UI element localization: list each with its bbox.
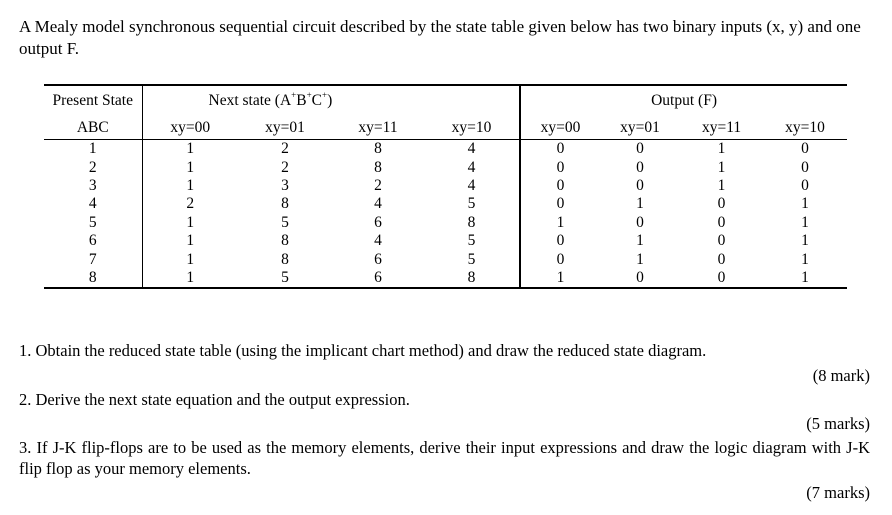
output-cell: 0: [556, 140, 565, 158]
output-cell: 0: [600, 269, 680, 288]
output-cell: 0: [556, 176, 565, 194]
output-cell: 0: [556, 158, 565, 176]
present-state-cell: 4: [44, 195, 142, 213]
next-state-header: Next state (A+B+C+): [142, 85, 520, 116]
next-state-cell: 4: [424, 140, 520, 159]
ns-col-header: xy=01: [238, 116, 332, 140]
present-state-header: Present State: [44, 85, 142, 116]
output-cell: 1: [717, 176, 726, 194]
out-col-header: xy=10: [763, 116, 847, 140]
output-cell: 0: [636, 140, 644, 158]
output-cell: 1: [801, 250, 809, 268]
output-cell: 0: [717, 232, 726, 250]
next-state-cell: 4: [374, 232, 382, 250]
output-cell: 0: [636, 213, 644, 231]
question-1: 1. Obtain the reduced state table (using the implicant chart method) and draw the reduced state diagram.: [19, 341, 707, 360]
next-state-cell: 8: [424, 269, 520, 288]
present-state-cell: 8: [44, 269, 142, 288]
present-state-cell: 2: [44, 158, 142, 176]
output-cell: 0: [801, 176, 809, 194]
output-cell: 0: [556, 195, 565, 213]
next-state-cell: 1: [186, 158, 195, 176]
output-header: Output (F): [520, 85, 847, 116]
next-state-cell: 2: [374, 176, 382, 194]
output-cell: 1: [801, 232, 809, 250]
state-table: [44, 84, 847, 289]
output-cell: 0: [801, 140, 809, 158]
next-state-cell: 8: [281, 232, 289, 250]
table-row: [44, 195, 847, 213]
next-state-cell: 2: [281, 140, 289, 158]
next-state-cell: 4: [374, 195, 382, 213]
next-state-cell: 8: [374, 158, 382, 176]
next-state-cell: 5: [424, 250, 520, 268]
table-row: [44, 232, 847, 250]
table-row: [44, 214, 847, 232]
question-2-marks: (5 marks): [806, 414, 870, 433]
ns-col-header: xy=10: [424, 116, 520, 140]
table-row: [44, 269, 847, 288]
abc-header: ABC: [44, 116, 142, 140]
question-1-marks: (8 mark): [812, 366, 870, 385]
output-cell: 1: [801, 195, 809, 213]
ns-col-header: xy=11: [332, 116, 424, 140]
next-state-cell: 2: [281, 158, 289, 176]
present-state-cell: 5: [44, 214, 142, 232]
present-state-cell: 1: [44, 140, 142, 159]
output-cell: 1: [801, 213, 809, 231]
question-2: 2. Derive the next state equation and the output expression.: [19, 390, 410, 409]
next-state-cell: 1: [142, 269, 238, 288]
next-state-cell: 2: [186, 195, 195, 213]
output-cell: 1: [717, 140, 726, 158]
output-cell: 0: [636, 176, 644, 194]
table-row: [44, 158, 847, 176]
output-cell: 0: [717, 250, 726, 268]
next-state-cell: 1: [186, 176, 195, 194]
next-state-cell: 1: [186, 250, 195, 268]
out-col-header: xy=01: [600, 116, 680, 140]
output-cell: 1: [636, 195, 644, 213]
output-cell: 0: [556, 232, 565, 250]
next-state-cell: 1: [186, 140, 195, 158]
state-table-body: [44, 140, 847, 289]
next-state-cell: 1: [186, 232, 195, 250]
next-state-cell: 5: [281, 213, 289, 231]
output-cell: 0: [717, 195, 726, 213]
next-state-cell: 4: [424, 158, 520, 176]
next-state-cell: 5: [424, 232, 520, 250]
next-state-cell: 5: [238, 269, 332, 288]
present-state-cell: 6: [44, 232, 142, 250]
next-state-cell: 8: [424, 214, 520, 232]
next-state-cell: 6: [332, 269, 424, 288]
output-cell: 0: [801, 158, 809, 176]
next-state-cell: 8: [374, 140, 382, 158]
output-cell: 1: [556, 213, 565, 231]
next-state-cell: 8: [281, 250, 289, 268]
output-cell: 1: [520, 269, 600, 288]
output-cell: 0: [680, 269, 763, 288]
output-cell: 1: [636, 250, 644, 268]
next-state-cell: 3: [281, 176, 289, 194]
next-state-cell: 1: [186, 213, 195, 231]
ns-col-header: xy=00: [142, 116, 238, 140]
output-cell: 0: [636, 158, 644, 176]
next-state-cell: 6: [374, 250, 382, 268]
table-row: [44, 177, 847, 195]
table-row: [44, 250, 847, 268]
output-cell: 0: [717, 213, 726, 231]
next-state-cell: 8: [281, 195, 289, 213]
intro-paragraph: A Mealy model synchronous sequential circuit described by the state table given below has two binary inputs (x, y) and one output F.: [19, 17, 861, 58]
table-row: [44, 140, 847, 159]
out-col-header: xy=00: [520, 116, 600, 140]
output-cell: 0: [556, 250, 565, 268]
present-state-cell: 3: [44, 177, 142, 195]
present-state-cell: 7: [44, 250, 142, 268]
question-3-marks: (7 marks): [806, 483, 870, 502]
next-state-cell: 5: [424, 195, 520, 213]
out-col-header: xy=11: [680, 116, 763, 140]
question-3: 3. If J-K flip-flops are to be used as the memory elements, derive their input expressions and draw the logic diagram with J-K flip flop as your memory elements.: [19, 438, 870, 478]
next-state-cell: 4: [424, 177, 520, 195]
next-state-cell: 6: [374, 213, 382, 231]
output-cell: 1: [763, 269, 847, 288]
output-cell: 1: [717, 158, 726, 176]
output-cell: 1: [636, 232, 644, 250]
